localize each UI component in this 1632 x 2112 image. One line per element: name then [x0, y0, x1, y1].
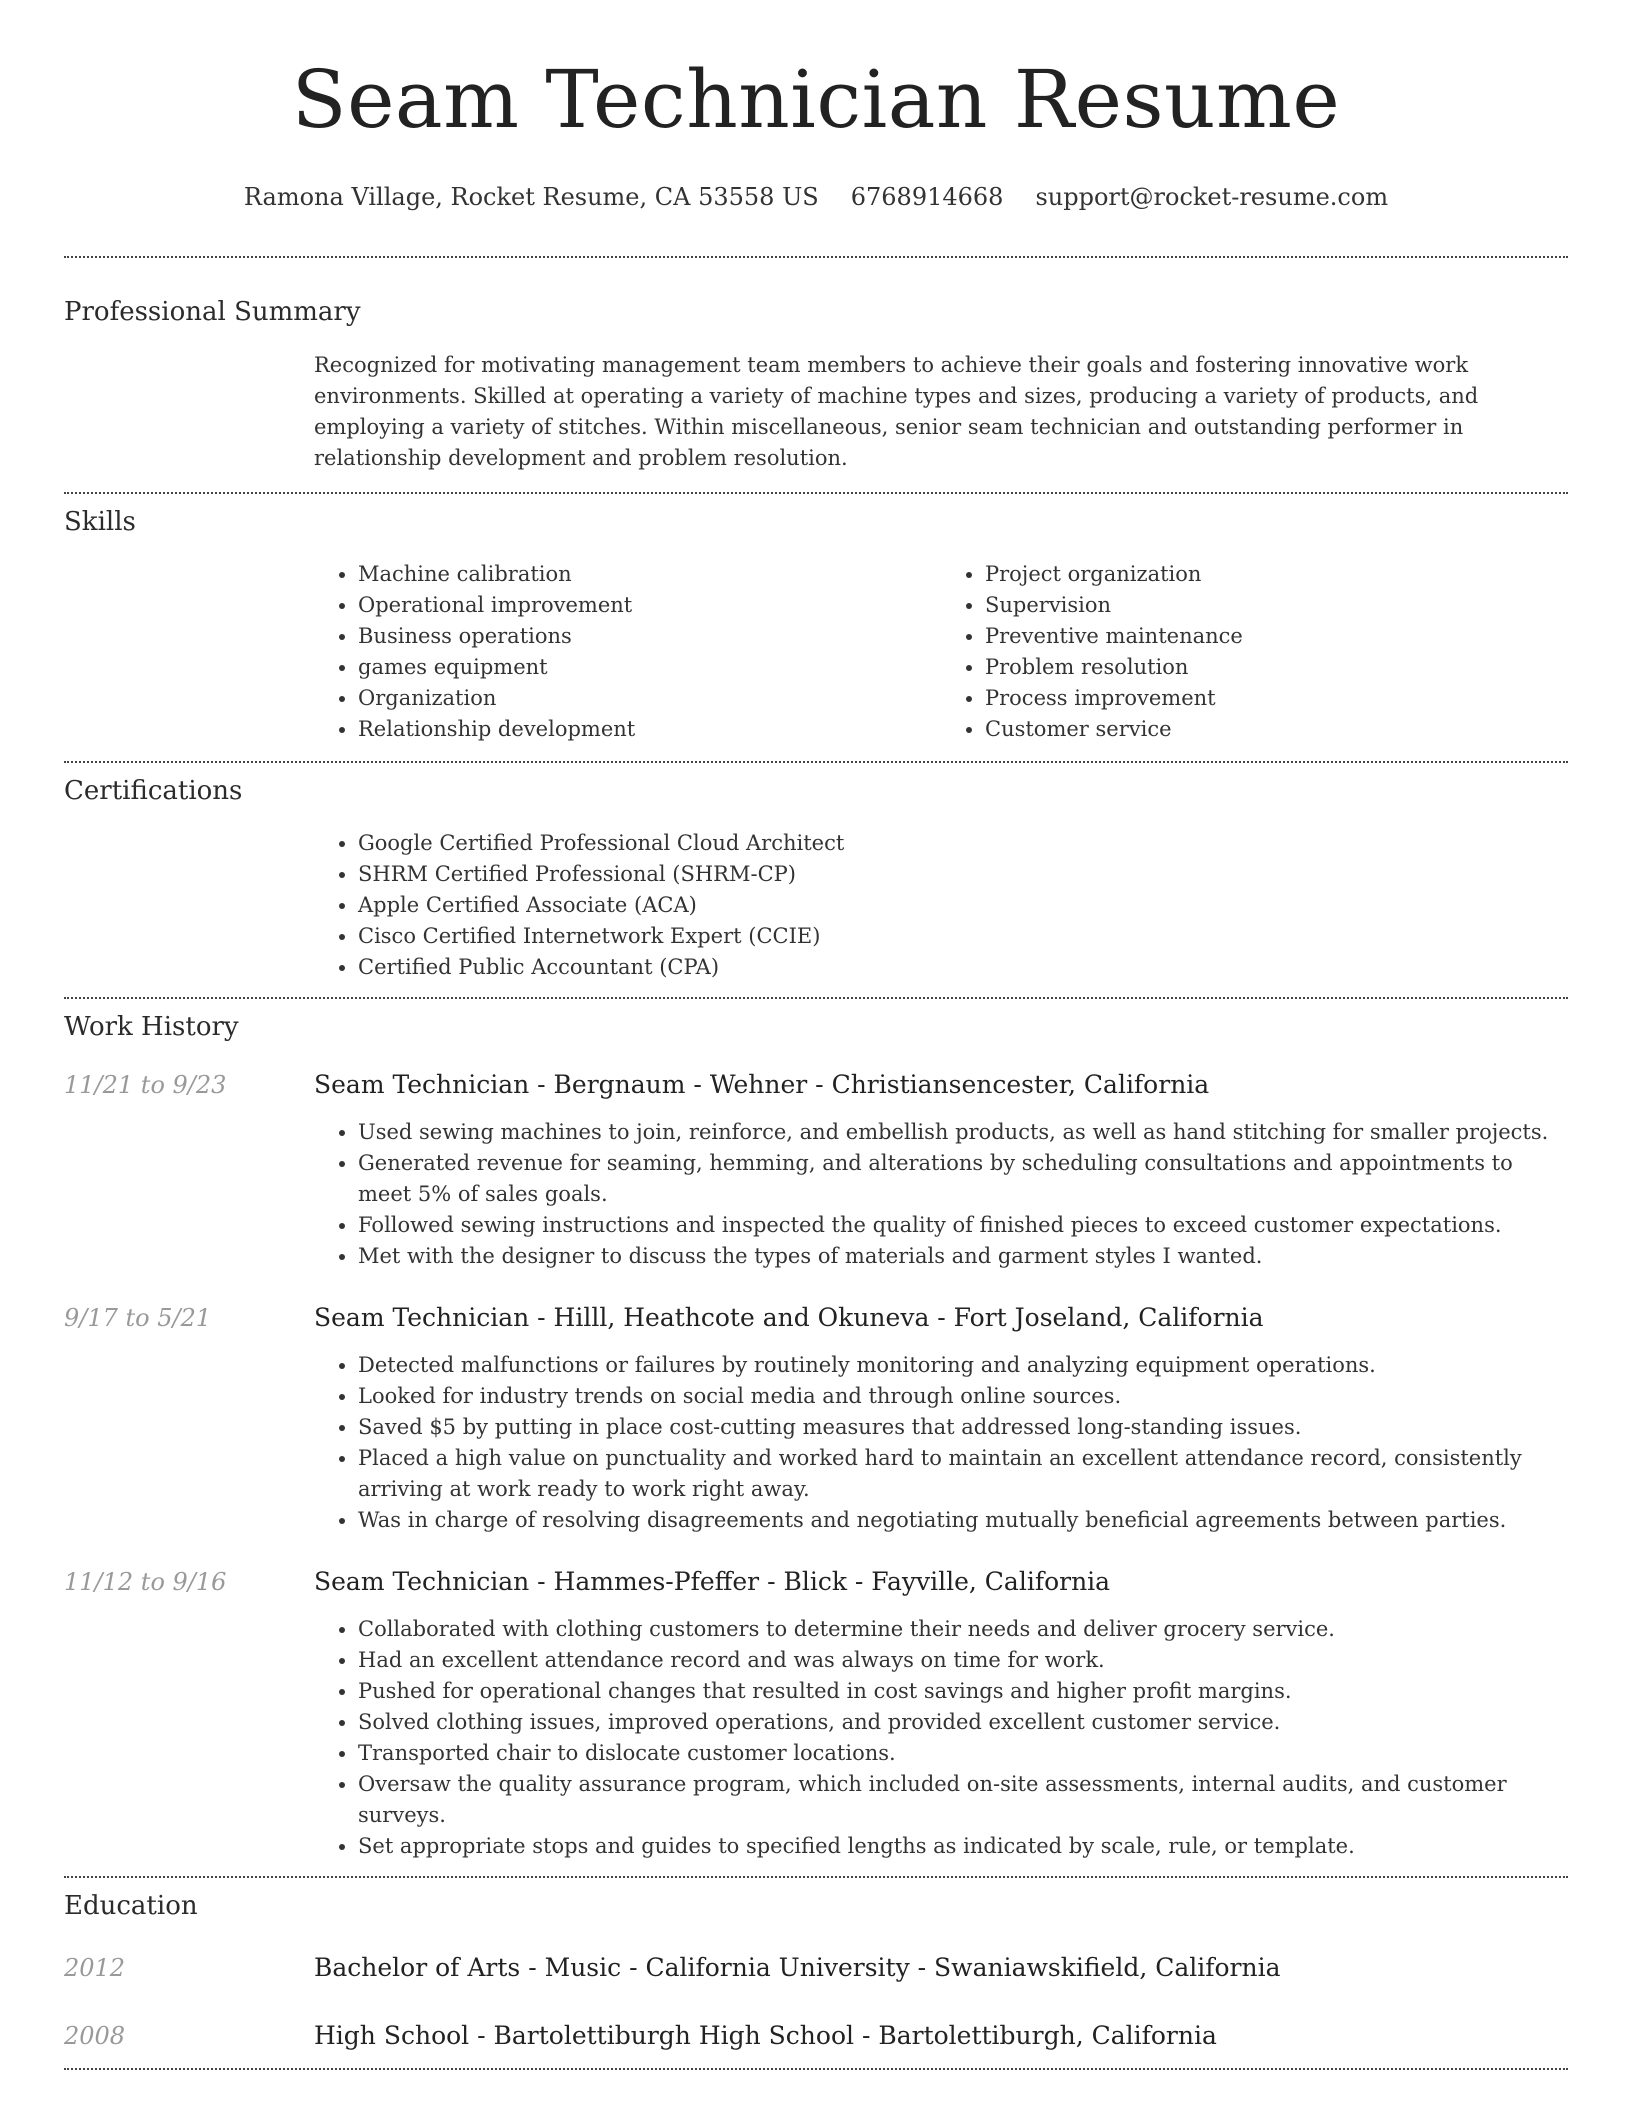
skill-item: • Business operations: [358, 621, 941, 652]
certification-item: • SHRM Certified Professional (SHRM-CP): [358, 859, 1568, 890]
education-year: 2012: [64, 1954, 126, 1982]
job-title: Seam Technician - Hammes-Pfeffer - Blick - Fayville, California: [314, 1567, 1111, 1596]
skill-item: • Organization: [358, 683, 941, 714]
summary-text: Recognized for motivating management team members to achieve their goals and fostering innovative work environments. Skilled at operating a variety of machine types and sizes, producing a variety of products, and employing a variety of stitches. Within miscellaneous, senior seam technician and outstanding performer in relationship development and problem resolution.: [314, 353, 1479, 470]
page-title: Seam Technician Resume: [291, 53, 1341, 146]
job-title: Seam Technician - Hilll, Heathcote and Okuneva - Fort Joseland, California: [314, 1303, 1264, 1332]
job-entry: [64, 1302, 1568, 1536]
certification-item: • Certified Public Accountant (CPA): [358, 952, 1568, 983]
job-bullet: • Used sewing machines to join, reinforce, and embellish products, as well as hand stitching for smaller projects.: [358, 1117, 1568, 1148]
skill-item: • games equipment: [358, 652, 941, 683]
job-bullet: • Oversaw the quality assurance program, which included on-site assessments, internal audits, and customer surveys.: [358, 1769, 1568, 1831]
certifications-list: [314, 828, 1568, 983]
job-bullet: • Detected malfunctions or failures by routinely monitoring and analyzing equipment operations.: [358, 1350, 1568, 1381]
certifications-section: [64, 763, 1568, 997]
job-bullet: • Pushed for operational changes that resulted in cost savings and higher profit margins.: [358, 1676, 1568, 1707]
skill-item: • Preventive maintenance: [985, 621, 1568, 652]
certification-item: • Apple Certified Associate (ACA): [358, 890, 1568, 921]
job-dates: 9/17 to 5/21: [64, 1304, 212, 1332]
job-entry: [64, 1069, 1568, 1272]
summary-section: [64, 258, 1568, 492]
job-bullet: • Set appropriate stops and guides to specified lengths as indicated by scale, rule, or template.: [358, 1831, 1568, 1862]
job-bullet: • Collaborated with clothing customers to determine their needs and deliver grocery service.: [358, 1614, 1568, 1645]
education-detail: Bachelor of Arts - Music - California University - Swaniawskifield, California: [314, 1953, 1281, 1982]
job-bullet: • Was in charge of resolving disagreements and negotiating mutually beneficial agreements between parties.: [358, 1505, 1568, 1536]
skill-item: • Supervision: [985, 590, 1568, 621]
certifications-heading: Certifications: [64, 776, 243, 806]
work-history-section: [64, 999, 1568, 1876]
contact-phone: 6768914668: [850, 183, 1004, 211]
contact-line: [64, 182, 1568, 212]
job-bullet: • Solved clothing issues, improved operations, and provided excellent customer service.: [358, 1707, 1568, 1738]
skills-right-column: [941, 559, 1568, 745]
skills-section: [64, 494, 1568, 761]
job-bullet: • Followed sewing instructions and inspected the quality of finished pieces to exceed customer expectations.: [358, 1210, 1568, 1241]
job-bullet: • Met with the designer to discuss the types of materials and garment styles I wanted.: [358, 1241, 1568, 1272]
skills-left-column: [314, 559, 941, 745]
contact-address: Ramona Village, Rocket Resume, CA 53558 US: [243, 183, 819, 211]
skill-item: • Relationship development: [358, 714, 941, 745]
skill-item: • Operational improvement: [358, 590, 941, 621]
skills-list: [314, 559, 1568, 745]
job-bullet: • Placed a high value on punctuality and worked hard to maintain an excellent attendance record, consistently arriving at work ready to work right away.: [358, 1443, 1568, 1505]
summary-heading: Professional Summary: [64, 297, 361, 327]
education-heading: Education: [64, 1891, 198, 1921]
certification-item: • Google Certified Professional Cloud Architect: [358, 828, 1568, 859]
skill-item: • Project organization: [985, 559, 1568, 590]
job-entry: [64, 1566, 1568, 1862]
job-title: Seam Technician - Bergnaum - Wehner - Christiansencester, California: [314, 1070, 1210, 1099]
skills-heading: Skills: [64, 507, 136, 537]
job-dates: 11/12 to 9/16: [64, 1568, 227, 1596]
education-year: 2008: [64, 2022, 126, 2050]
contact-email: support@rocket-resume.com: [1035, 183, 1389, 211]
job-bullet: • Generated revenue for seaming, hemming, and alterations by scheduling consultations and appointments to meet 5% of sales goals.: [358, 1148, 1568, 1210]
job-bullet: • Had an excellent attendance record and was always on time for work.: [358, 1645, 1568, 1676]
resume-page: [64, 0, 1568, 2070]
job-dates: 11/21 to 9/23: [64, 1071, 227, 1099]
skill-item: • Customer service: [985, 714, 1568, 745]
education-detail: High School - Bartolettiburgh High School - Bartolettiburgh, California: [314, 2021, 1217, 2050]
skill-item: • Machine calibration: [358, 559, 941, 590]
job-bullet: • Saved $5 by putting in place cost-cutting measures that addressed long-standing issues.: [358, 1412, 1568, 1443]
skill-item: • Process improvement: [985, 683, 1568, 714]
skill-item: • Problem resolution: [985, 652, 1568, 683]
education-entry: [64, 1952, 1568, 1984]
job-bullet: • Looked for industry trends on social media and through online sources.: [358, 1381, 1568, 1412]
education-entry: [64, 2020, 1568, 2052]
certification-item: • Cisco Certified Internetwork Expert (CCIE): [358, 921, 1568, 952]
work-history-heading: Work History: [64, 1012, 239, 1042]
divider: [64, 2068, 1568, 2070]
job-bullet: • Transported chair to dislocate customer locations.: [358, 1738, 1568, 1769]
education-section: [64, 1878, 1568, 2068]
